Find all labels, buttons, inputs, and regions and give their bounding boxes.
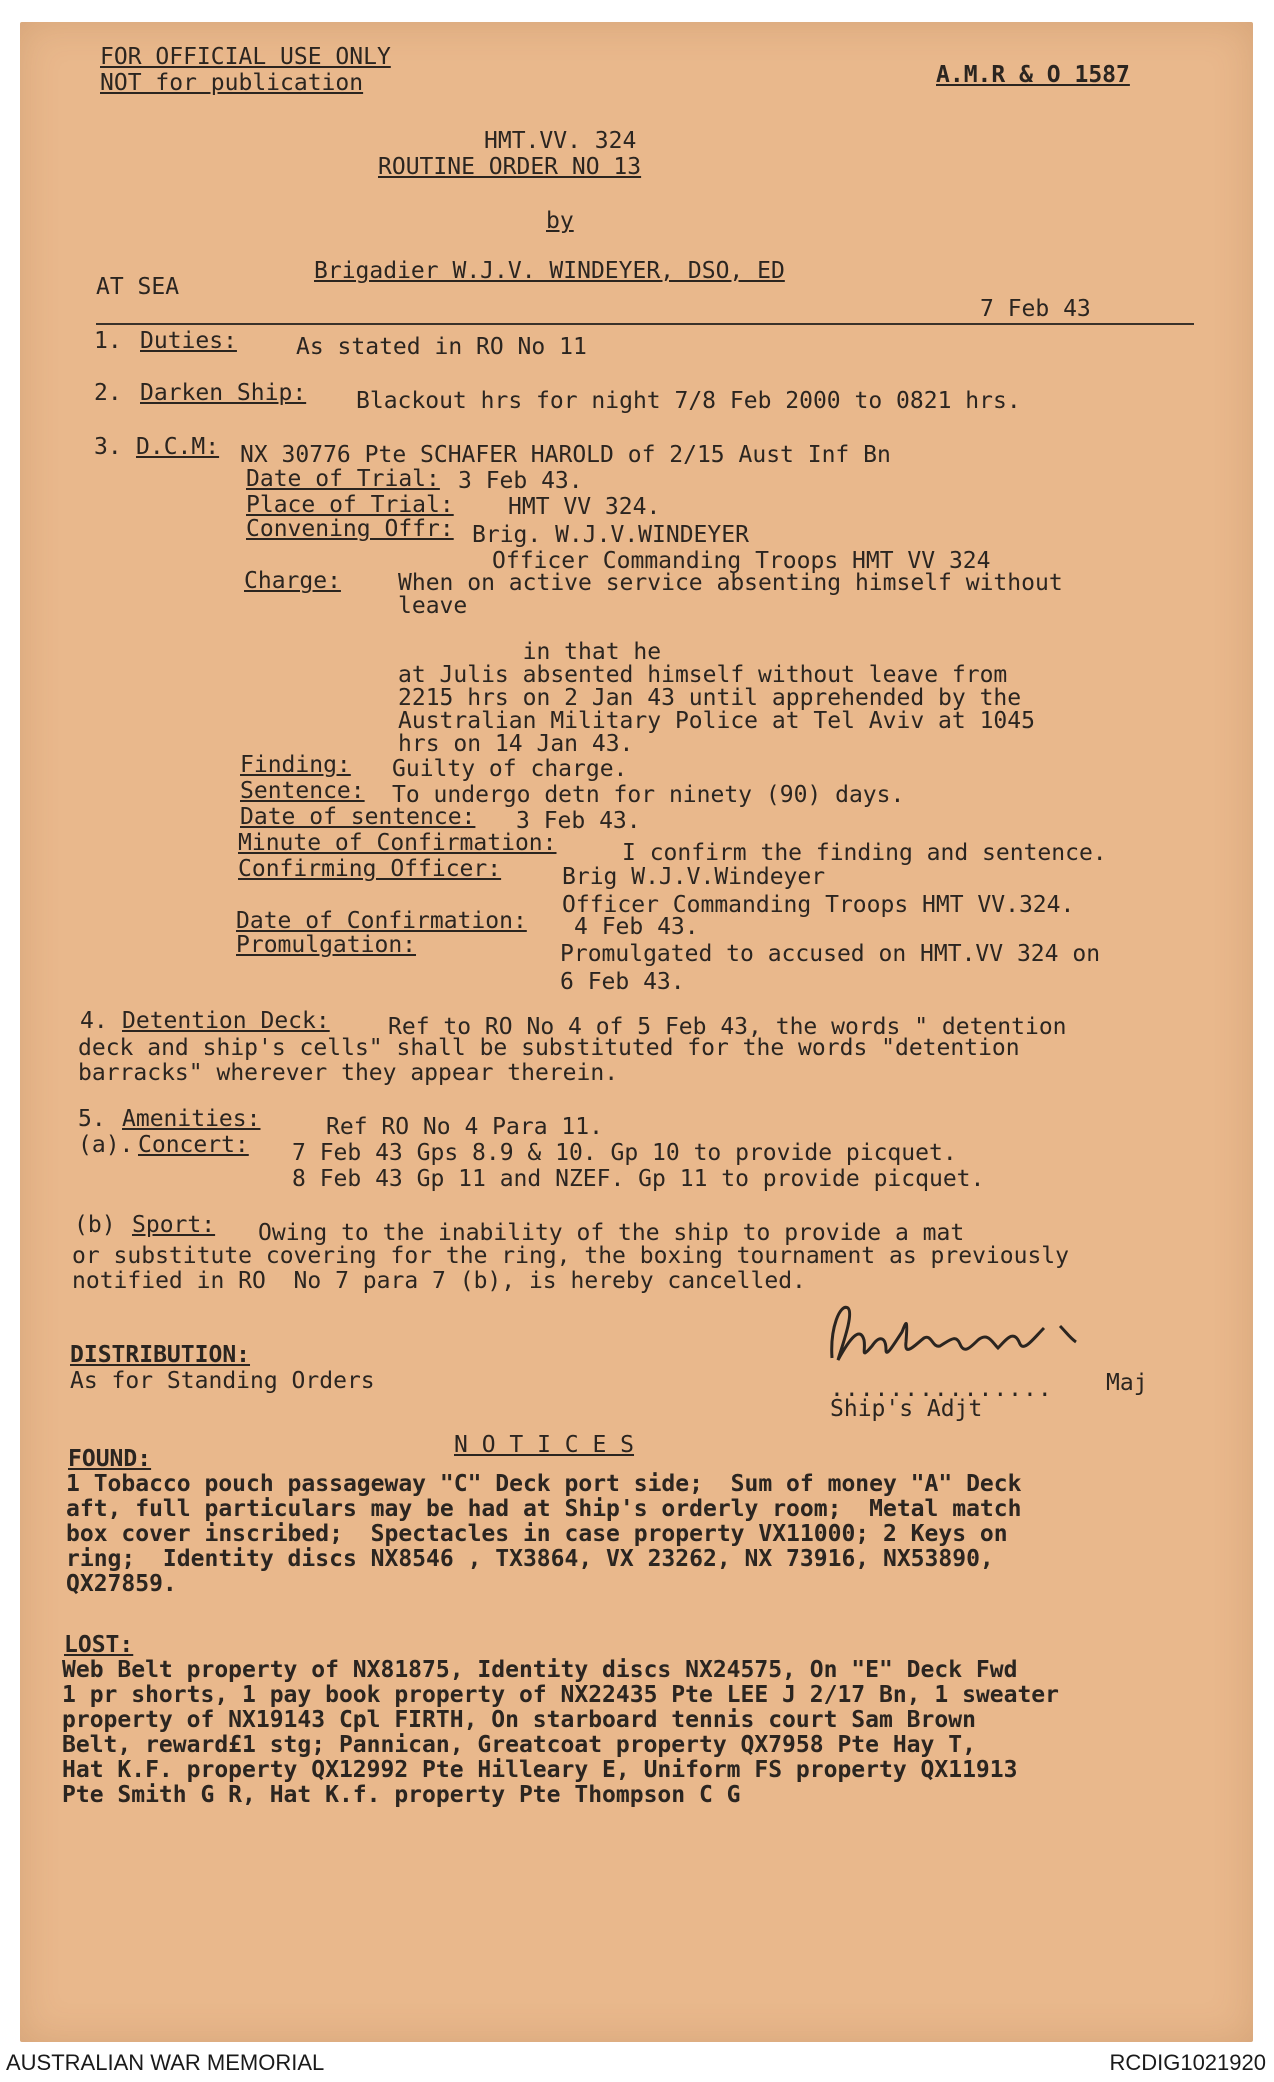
sport-text-2: or substitute covering for the ring, the boxing tournament as previously notified in RO No 7 para 7 (b), is hereby cancelled. (72, 1243, 1069, 1294)
amenities-label: Amenities: (122, 1106, 261, 1132)
adjutant-signature (820, 1298, 1110, 1378)
footer-source: AUSTRALIAN WAR MEMORIAL (6, 2050, 325, 2075)
duties-text: As stated in RO No 11 (296, 334, 587, 360)
dcm-text: NX 30776 Pte SCHAFER HAROLD of 2/15 Aust Inf Bn (240, 442, 891, 468)
lost-text: Web Belt property of NX81875, Identity discs NX24575, On "E" Deck Fwd 1 pr shorts, 1 pay book property of NX22435 Pte LEE J 2/17 Bn, 1 sweater property of NX19143 Cpl FIRTH, On starboard tennis court Sam Brown Belt, reward£1 stg; Pannican, Greatcoat property QX7958 Pte Hay T, Hat K.F. property QX12992 Pte Hilleary E, Uniform FS property QX11913 Pte Smith G R, Hat K.f. property Pte Thompson C G (62, 1657, 1059, 1808)
minute-of-confirmation-label: Minute of Confirmation: (238, 830, 557, 856)
detention-deck-text-2: deck and ship's cells" shall be substituted for the words "detention barracks" wherever they appear therein. (78, 1035, 1020, 1086)
ship-name: HMT.VV. 324 (484, 128, 637, 154)
concert-prefix: (a). (78, 1132, 134, 1158)
promulgation-label: Promulgation: (236, 932, 417, 958)
duties-label: Duties: (140, 328, 237, 354)
by-line: by (546, 208, 574, 234)
sentence-text: To undergo detn for ninety (90) days. (392, 782, 905, 808)
date-of-sentence-text: 3 Feb 43. (516, 808, 641, 834)
amenities-text: Ref RO No 4 Para 11. (326, 1114, 603, 1140)
charge-text: When on active service absenting himself without leave in that he at Julis absented himself without leave from 2215 hrs on 2 Jan 43 until apprehended by the Australian Military Police at Tel Aviv at 1045 hrs on 14 Jan 43. (398, 570, 1063, 757)
finding-label: Finding: (240, 752, 351, 778)
darken-ship-text: Blackout hrs for night 7/8 Feb 2000 to 0821 hrs. (356, 388, 1021, 414)
place-of-trial-label: Place of Trial: (246, 492, 454, 518)
item-number-duties: 1. (94, 328, 122, 354)
distribution-text: As for Standing Orders (70, 1368, 375, 1394)
convening-officer-text: Brig. W.J.V.WINDEYER (472, 522, 749, 548)
concert-text: 7 Feb 43 Gps 8.9 & 10. Gp 10 to provide picquet. 8 Feb 43 Gp 11 and NZEF. Gp 11 to provide picquet. (292, 1140, 985, 1192)
location: AT SEA (96, 274, 180, 300)
dcm-label: D.C.M: (136, 434, 220, 460)
distribution-label: DISTRIBUTION: (70, 1342, 251, 1368)
header-rule (96, 323, 1194, 325)
charge-label: Charge: (244, 568, 341, 594)
official-use-line: FOR OFFICIAL USE ONLY (100, 44, 391, 70)
signature-role: Ship's Adjt (830, 1396, 983, 1422)
sentence-label: Sentence: (240, 778, 365, 804)
convening-officer-label: Convening Offr: (246, 516, 454, 542)
signature-rank: Maj (1106, 1370, 1148, 1396)
item-number-dcm: 3. (94, 434, 122, 460)
date-of-trial-label: Date of Trial: (246, 466, 440, 492)
concert-label: Concert: (138, 1132, 249, 1158)
place-of-trial-text: HMT VV 324. (508, 494, 661, 520)
footer-id: RCDIG1021920 (1109, 2050, 1266, 2075)
routine-order-number: ROUTINE ORDER NO 13 (378, 154, 642, 180)
author-line: Brigadier W.J.V. WINDEYER, DSO, ED (314, 258, 785, 284)
darken-ship-label: Darken Ship: (140, 380, 307, 406)
date-of-confirmation-text: 4 Feb 43. (574, 914, 699, 940)
confirming-officer-title: Officer Commanding Troops HMT VV.324. (562, 892, 1075, 918)
sport-label: Sport: (132, 1212, 216, 1238)
confirming-officer-label: Confirming Officer: (238, 856, 502, 882)
item-number-darken: 2. (94, 380, 122, 406)
notices-heading: N O T I C E S (454, 1432, 635, 1458)
found-label: FOUND: (68, 1446, 152, 1472)
signature-dots: ............... (830, 1376, 1053, 1402)
promulgation-text: Promulgated to accused on HMT.VV 324 on 6 Feb 43. (560, 941, 1101, 995)
date-of-trial-text: 3 Feb 43. (458, 468, 583, 494)
not-for-publication-line: NOT for publication (100, 70, 364, 96)
convening-officer-title: Officer Commanding Troops HMT VV 324 (492, 548, 991, 574)
sport-text-1: Owing to the inability of the ship to provide a mat (258, 1220, 965, 1246)
found-text: 1 Tobacco pouch passageway "C" Deck port side; Sum of money "A" Deck aft, full particulars may be had at Ship's orderly room; Metal match box cover inscribed; Spectacles in case property VX11000; 2 Keys on ring; Identity discs NX8546 , TX3864, VX 23262, NX 73916, NX53890, QX27859. (66, 1471, 1022, 1597)
document-reference: A.M.R & O 1587 (936, 62, 1130, 88)
minute-of-confirmation-text: I confirm the finding and sentence. (622, 840, 1107, 866)
date-of-sentence-label: Date of sentence: (240, 804, 476, 830)
date-of-confirmation-label: Date of Confirmation: (236, 908, 527, 934)
lost-label: LOST: (64, 1632, 134, 1658)
detention-deck-text-1: Ref to RO No 4 of 5 Feb 43, the words " detention (388, 1014, 1067, 1040)
sport-prefix: (b) (74, 1212, 116, 1238)
order-date: 7 Feb 43 (980, 296, 1091, 322)
item-number-amenities: 5. (78, 1106, 106, 1132)
item-number-detention: 4. (80, 1008, 108, 1034)
detention-deck-label: Detention Deck: (122, 1008, 330, 1034)
confirming-officer-text: Brig W.J.V.Windeyer (562, 864, 826, 890)
finding-text: Guilty of charge. (392, 756, 628, 782)
